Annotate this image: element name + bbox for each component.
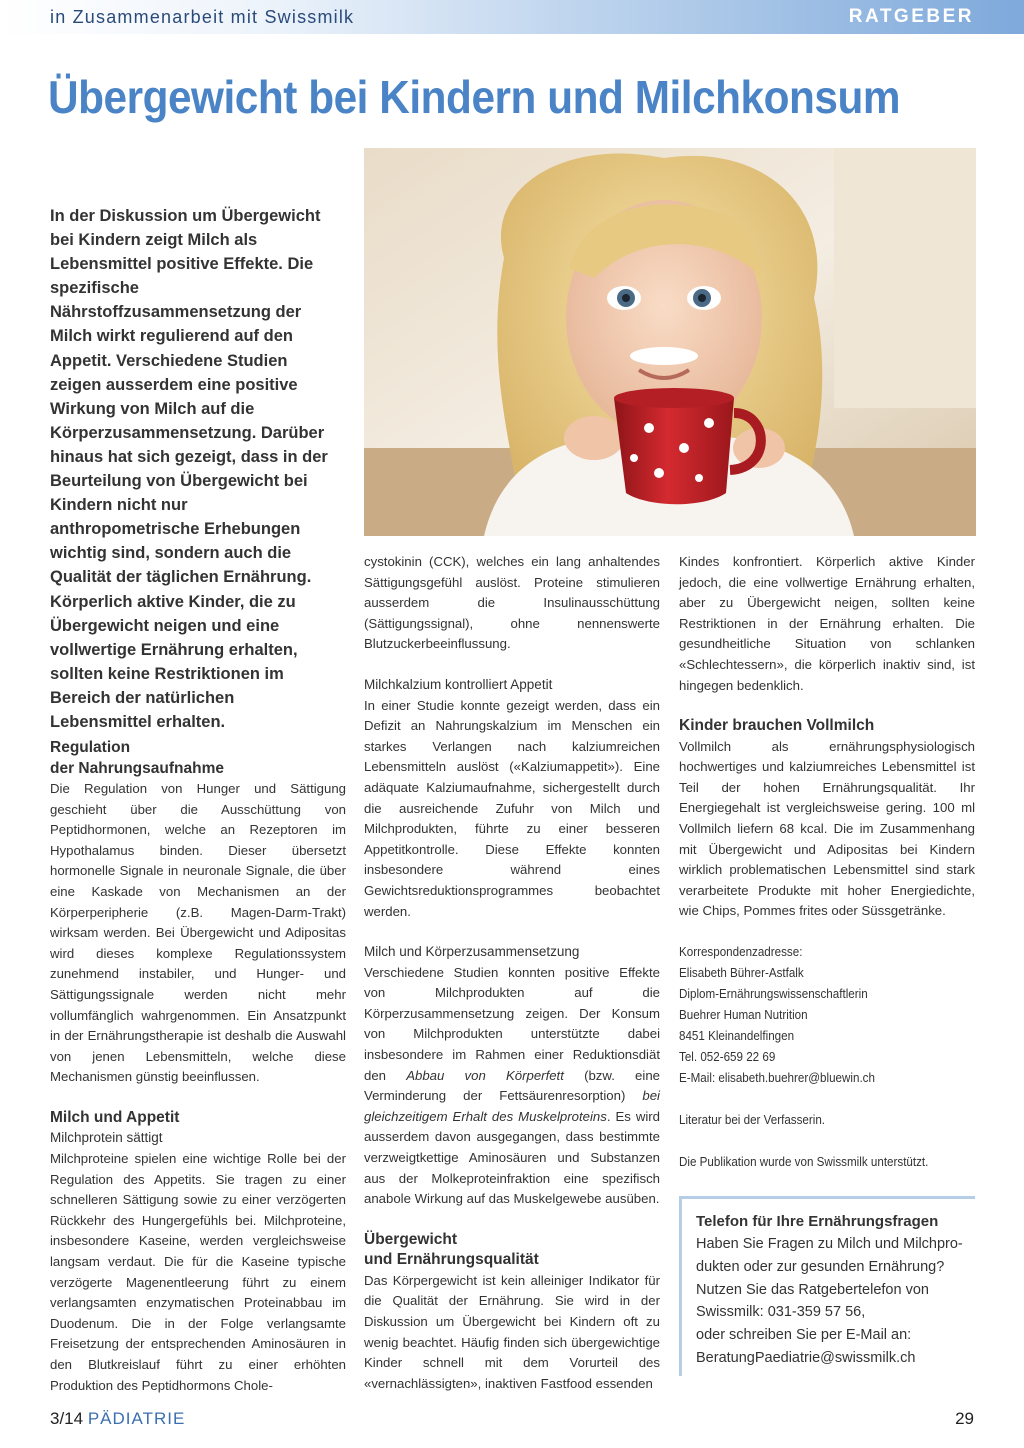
info-box-line-3: Nutzen Sie das Ratgebertelefon von: [696, 1281, 929, 1298]
contact-name: Elisabeth Bührer-Astfalk: [679, 966, 804, 980]
page-number: 29: [955, 1409, 974, 1428]
koerper-body-a: Verschiedene Studien konnten positive Effekte von Milchprodukten auf die Körperzusammensetzung zeigen. Der Konsum von Milchprodukten unterstützte dabei insbesondere im Rahmen einer Reduktionsdiät den: [364, 964, 660, 1083]
koerper-body-italic-1: Abbau von Körperfett: [406, 1067, 564, 1083]
contact-phone: Tel. 052-659 22 69: [679, 1050, 776, 1064]
info-box: [679, 1196, 975, 1376]
appetit-body-col1: Milchproteine spielen eine wichtige Rolle bei der Regulation des Appetits. Sie tragen zu einer schnelleren Sättigung sowie zu einer verzögerten Rückkehr des Hungergefühls bei. Milchproteine, insbesondere Kaseine, werden vergleichsweise langsam verdaut. Die für die Kaseine typische verzögerte Magenentleerung führt zu einem verlangsamten enzymatischen Proteinabbau im Duodenum. Die in der Folge verlangsamte Freisetzung der entsprechenden Aminosäuren in den Blutkreislauf führt zu einer erhöhten Produktion des Peptidhormons Chole-: [50, 1151, 346, 1393]
contact-city: 8451 Kleinandelfingen: [679, 1029, 795, 1043]
koerper-body: [364, 963, 660, 1210]
lead-paragraph: In der Diskussion um Übergewicht bei Kindern zeigt Milch als Lebensmittel positive Effekte. Die spezifische Nährstoffzusammensetzung der Milch wirkt regulierend auf den Appetit. Verschiedene Studien zeigen ausserdem eine positive Wirkung von Milch auf die Körperzusammensetzung. Darüber hinaus hat sich gezeigt, dass in der Beurteilung von Übergewicht bei Kindern nicht nur anthropometrische Erhebungen wichtig sind, sondern auch die Qualität der täglichen Ernährung. Körperlich aktive Kinder, die zu Übergewicht neigen und eine vollwertige Ernährung erhalten, sollten keine Restriktionen im Bereich der natürlichen Lebensmittel erhalten.: [50, 207, 328, 731]
regulation-heading-2: der Nahrungsaufnahme: [50, 759, 224, 777]
info-box-line-1: Haben Sie Fragen zu Milch und Milchpro-: [696, 1236, 963, 1252]
info-box-line-4: Swissmilk: 031-359 57 56,: [696, 1304, 866, 1321]
qualitaet-heading-1: Übergewicht: [364, 1230, 458, 1248]
footer-issue-number: 3/14: [50, 1409, 84, 1428]
info-box-email[interactable]: BeratungPaediatrie@swissmilk.ch: [696, 1349, 916, 1366]
appetit-subheading: Milchprotein sättigt: [50, 1130, 163, 1146]
kalzium-body: In einer Studie konnte gezeigt werden, dass ein Defizit an Nahrungskalzium im Menschen ein starkes Verlangen nach kalziumreichen Lebensmitteln auslöst («Kalziumappetit»). Eine adäquate Kalziumaufnahme, sichergestellt durch die ausreichende Zufuhr von Milch und Milchprodukten, führte zu einer besseren Appetitkontrolle. Diese Effekte konnten insbesondere während eines Gewichtsreduktionsprogrammes beobachtet werden.: [364, 697, 660, 919]
column-2: [364, 552, 660, 1394]
contact-company: Buehrer Human Nutrition: [679, 1008, 808, 1022]
koerper-body-italic-2: bei gleichzeitigem Erhalt des Muskelproteins: [364, 1088, 660, 1124]
literature-note: Literatur bei der Verfasserin.: [679, 1113, 826, 1127]
contact-title: Diplom-Ernährungswissenschaftlerin: [679, 987, 868, 1001]
regulation-heading-1: Regulation: [50, 739, 131, 756]
vollmilch-body: Vollmilch als ernährungsphysiologisch hochwertiges und kalziumreiches Lebensmittel ist Teil der hohen Ernährungsqualität. Ihr Energiegehalt ist vergleichsweise gering. 100 ml Vollmilch liefern 68 kcal. Die im Zusammenhang mit Übergewicht und Adipositas bei Kindern wirklich problematischen Lebensmittel sind stark verarbeitete Produkte mit hoher Energiedichte, wie Chips, Pommes frites oder Süssgetränke.: [679, 738, 975, 919]
support-note: Die Publikation wurde von Swissmilk unterstützt.: [679, 1155, 929, 1169]
column-3: [679, 552, 975, 1173]
kalzium-subheading: Milchkalzium kontrolliert Appetit: [364, 676, 553, 692]
koerper-subheading: Milch und Körperzusammensetzung: [364, 944, 580, 960]
koerper-body-b: (bzw. eine Verminderung der Fettsäurenresorption): [364, 1067, 660, 1104]
article-title: Übergewicht bei Kindern und Milchkonsum: [48, 71, 901, 123]
vollmilch-heading: Kinder brauchen Vollmilch: [679, 717, 875, 735]
info-box-heading: Telefon für Ihre Ernährungsfragen: [696, 1213, 939, 1230]
info-box-line-2: dukten oder zur gesunden Ernährung?: [696, 1258, 945, 1275]
appetit-body-col2: cystokinin (CCK), welches ein lang anhaltendes Sättigungsgefühl auslöst. Proteine stimulieren ausserdem die Insulinausschüttung (Sättigungssignal), ohne nennenswerte Blutzuckerbeeinflussung.: [364, 554, 660, 652]
contact-label: Korrespondenzadresse:: [679, 945, 803, 959]
appetit-heading: Milch und Appetit: [50, 1108, 180, 1126]
qualitaet-body-col2: Das Körpergewicht ist kein alleiniger Indikator für die Qualität der Ernährung. Sie wird in der Diskussion um Übergewicht bei Kindern oft zu wenig beachtet. Häufig finden sich übergewichtige Kinder schnell mit dem Vorurteil des «vernachlässigten», inaktiven Fastfood essenden: [364, 1272, 660, 1391]
header-partner: in Zusammenarbeit mit Swissmilk: [50, 7, 355, 27]
qualitaet-body-col3: Kindes konfrontiert. Körperlich aktive Kinder jedoch, die eine vollwertige Ernährung erhalten, aber zu Übergewicht neigen, sollten keine Restriktionen in der Ernährung erhalten. Die gesundheitliche Situation von schlanken «Schlechtessern», die körperlich inaktiv sind, ist hingegen bedenklich.: [679, 554, 975, 693]
footer-journal: PÄDIATRIE: [87, 1409, 186, 1428]
column-1: [50, 738, 346, 1396]
regulation-body: Die Regulation von Hunger und Sättigung geschieht über die Ausschüttung von Peptidhormonen, welche an Rezeptoren im Hypothalamus binden. Dieser übersetzt hormonelle Signale in neuronale Signale, die über eine Kaskade von Mechanismen an der Körperperipherie (z.B. Magen-Darm-Trakt) wirksam werden. Bei Übergewicht und Adipositas wird dieses komplexe Regulationssystem zunehmend instabiler, und Hunger- und Sättigungssignale werden nicht mehr vollumfänglich wahrgenommen. Ein Ansatzpunkt in der Ernährungstherapie ist deshalb die Auswahl von jenen Lebensmitteln, welche diese Mechanismen günstig beeinflussen.: [50, 781, 346, 1085]
contact-block: [679, 942, 975, 1173]
footer-issue: [50, 1409, 185, 1429]
qualitaet-heading-2: und Ernährungsqualität: [364, 1251, 539, 1269]
header-section: RATGEBER: [848, 6, 974, 27]
header-bar: [0, 0, 1024, 34]
contact-email: E-Mail: elisabeth.buehrer@bluewin.ch: [679, 1071, 875, 1085]
child-with-red-polka-dot-cup-icon: [364, 148, 976, 536]
info-box-line-5: oder schreiben Sie per E-Mail an:: [696, 1327, 912, 1344]
koerper-body-c: . Es wird ausserdem davon ausgegangen, dass bestimmte verzweigtkettige Aminosäuren und Substanzen aus der Molkeproteinfraktion eine spezifisch anabole Wirkung auf das Muskelgewebe ausüben.: [364, 1108, 660, 1207]
